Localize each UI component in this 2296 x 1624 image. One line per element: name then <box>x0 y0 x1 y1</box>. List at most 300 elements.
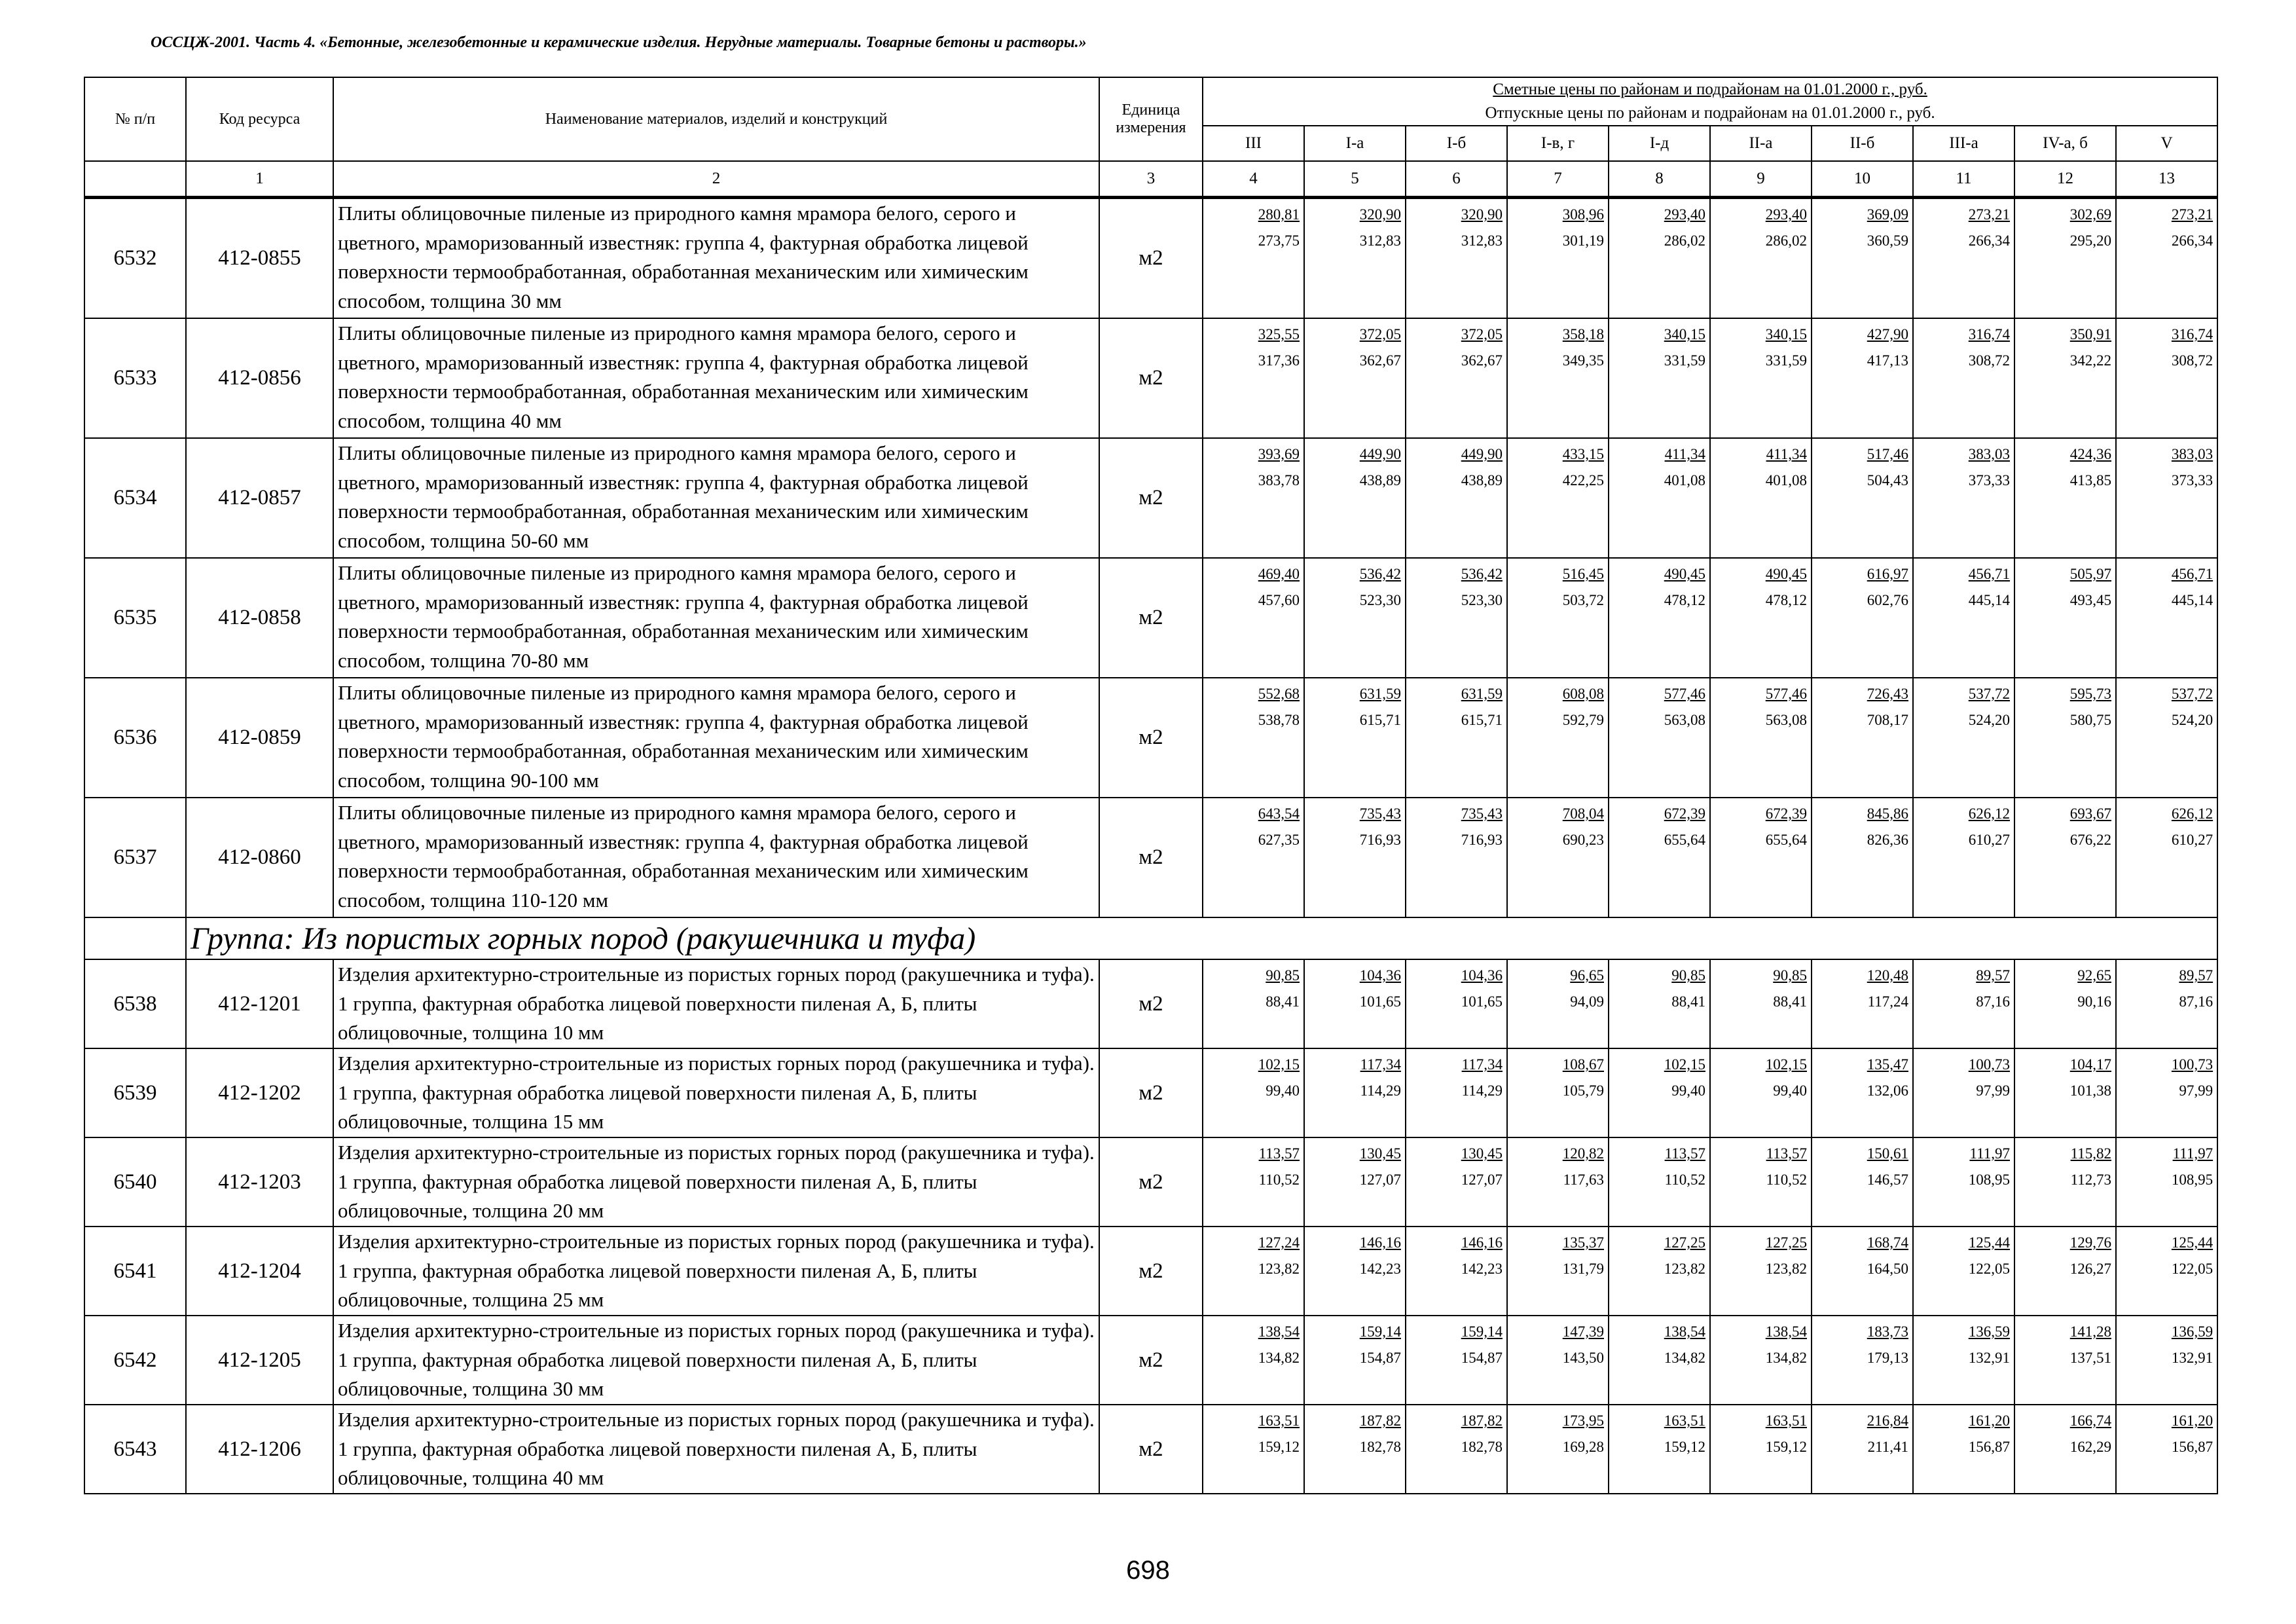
region-header: I-б <box>1406 126 1507 161</box>
price-cell <box>2116 1137 2217 1227</box>
release-price: 655,64 <box>1664 832 1705 848</box>
release-price: 373,33 <box>1968 472 2010 489</box>
estimated-price: 490,45 <box>1765 566 1807 582</box>
unit-of-measure: м2 <box>1099 1048 1203 1137</box>
estimated-price: 433,15 <box>1562 446 1604 462</box>
release-price: 97,99 <box>2179 1082 2214 1099</box>
estimated-price: 708,04 <box>1562 805 1604 822</box>
price-cell <box>1304 1227 1406 1316</box>
estimated-price: 490,45 <box>1664 566 1705 582</box>
header-unit: Единица измерения <box>1099 77 1203 161</box>
estimated-price: 516,45 <box>1562 566 1604 582</box>
estimated-price: 120,82 <box>1562 1145 1604 1162</box>
price-cell <box>1609 678 1710 798</box>
release-price: 110,52 <box>1258 1172 1300 1188</box>
estimated-price: 163,51 <box>1664 1412 1705 1429</box>
release-price: 417,13 <box>1867 352 1908 369</box>
release-price: 676,22 <box>2069 832 2111 848</box>
estimated-price: 183,73 <box>1867 1323 1908 1340</box>
release-price: 132,91 <box>2171 1350 2214 1366</box>
price-cell <box>1203 798 1304 917</box>
estimated-price: 469,40 <box>1258 566 1300 582</box>
release-price: 159,12 <box>1258 1439 1300 1455</box>
price-cell <box>1812 1048 1913 1137</box>
estimated-price: 130,45 <box>1461 1145 1503 1162</box>
price-cell <box>1913 678 2014 798</box>
release-price: 88,41 <box>1773 993 1807 1010</box>
price-cell <box>1304 558 1406 678</box>
estimated-price: 449,90 <box>1461 446 1503 462</box>
group-row-blank <box>84 917 186 959</box>
estimated-price: 127,25 <box>1765 1234 1807 1251</box>
price-cell <box>1710 1227 1812 1316</box>
table-row <box>84 198 2217 319</box>
estimated-price: 102,15 <box>1258 1056 1300 1073</box>
resource-code: 412-1201 <box>186 959 333 1048</box>
price-cell <box>1913 438 2014 558</box>
price-cell <box>1812 1405 1913 1494</box>
price-cell <box>2116 198 2217 319</box>
release-price: 716,93 <box>1359 832 1401 848</box>
material-description: Плиты облицовочные пиленые из природного камня мрамора белого, серого и цветного, мраморизованный известняк: группа 4, фактурная обработка лицевой поверхности термообработанная, обработанная механическим или химическим способом, толщина 110-120 мм <box>333 798 1099 917</box>
price-cell <box>1609 798 1710 917</box>
release-price: 383,78 <box>1258 472 1300 489</box>
row-number: 6532 <box>84 198 186 319</box>
table-row <box>84 1405 2217 1494</box>
release-price: 478,12 <box>1765 592 1807 608</box>
price-cell <box>2116 1227 2217 1316</box>
price-cell <box>2014 438 2116 558</box>
row-number: 6543 <box>84 1405 186 1494</box>
estimated-price: 125,44 <box>2171 1234 2214 1251</box>
price-cell <box>1203 678 1304 798</box>
release-price: 99,40 <box>1266 1082 1300 1099</box>
price-cell <box>1812 959 1913 1048</box>
estimated-price: 320,90 <box>1359 206 1401 223</box>
price-cell <box>2116 1316 2217 1405</box>
price-cell <box>1203 1048 1304 1137</box>
price-cell <box>1710 318 1812 438</box>
estimated-price: 320,90 <box>1461 206 1503 223</box>
price-cell <box>2014 1227 2116 1316</box>
estimated-price: 845,86 <box>1867 805 1908 822</box>
column-number: 6 <box>1406 161 1507 198</box>
estimated-price: 537,72 <box>1968 686 2010 702</box>
price-cell <box>1609 198 1710 319</box>
resource-code: 412-1204 <box>186 1227 333 1316</box>
table-row <box>84 798 2217 917</box>
estimated-price: 150,61 <box>1867 1145 1908 1162</box>
price-cell <box>1406 1048 1507 1137</box>
column-number-blank <box>84 161 186 198</box>
estimated-price: 616,97 <box>1867 566 1908 582</box>
price-cell <box>1507 1316 1609 1405</box>
price-cell <box>1913 959 2014 1048</box>
release-price: 312,83 <box>1359 232 1401 249</box>
price-cell <box>2014 678 2116 798</box>
release-price: 503,72 <box>1562 592 1604 608</box>
price-cell <box>1304 1137 1406 1227</box>
estimated-price: 102,15 <box>1765 1056 1807 1073</box>
price-cell <box>1710 198 1812 319</box>
price-cell <box>1812 798 1913 917</box>
price-cell <box>1304 198 1406 319</box>
column-number: 4 <box>1203 161 1304 198</box>
release-price: 97,99 <box>1976 1082 2010 1099</box>
price-cell <box>1507 438 1609 558</box>
estimated-price: 159,14 <box>1461 1323 1503 1340</box>
estimated-price: 273,21 <box>1968 206 2010 223</box>
document-header: ОССЦЖ-2001. Часть 4. «Бетонные, железобетонные и керамические изделия. Нерудные материалы. Товарные бетоны и растворы.» <box>151 34 1087 51</box>
resource-code: 412-0855 <box>186 198 333 319</box>
price-cell <box>1812 678 1913 798</box>
release-price: 690,23 <box>1562 832 1604 848</box>
estimated-price: 173,95 <box>1562 1412 1604 1429</box>
table-row <box>84 318 2217 438</box>
release-price: 286,02 <box>1765 232 1807 249</box>
estimated-price: 166,74 <box>2069 1412 2111 1429</box>
estimated-price: 135,47 <box>1867 1056 1908 1073</box>
price-cell <box>1609 438 1710 558</box>
release-price: 169,28 <box>1562 1439 1604 1455</box>
release-price: 164,50 <box>1867 1261 1908 1277</box>
release-price: 122,05 <box>1968 1261 2010 1277</box>
price-cell <box>1913 1316 2014 1405</box>
estimated-price: 216,84 <box>1867 1412 1908 1429</box>
price-cell <box>1710 438 1812 558</box>
table-row <box>84 558 2217 678</box>
price-cell <box>1304 1405 1406 1494</box>
release-price: 286,02 <box>1664 232 1705 249</box>
resource-code: 412-0856 <box>186 318 333 438</box>
estimated-price: 135,37 <box>1562 1234 1604 1251</box>
price-cell <box>1203 1137 1304 1227</box>
price-cell <box>1406 959 1507 1048</box>
release-price: 563,08 <box>1664 712 1705 728</box>
release-price: 295,20 <box>2069 232 2111 249</box>
release-price: 317,36 <box>1258 352 1300 369</box>
estimated-price: 577,46 <box>1765 686 1807 702</box>
column-number: 7 <box>1507 161 1609 198</box>
resource-code: 412-0859 <box>186 678 333 798</box>
release-price: 117,24 <box>1867 993 1908 1010</box>
price-cell <box>1304 438 1406 558</box>
release-price: 159,12 <box>1765 1439 1807 1455</box>
release-price: 99,40 <box>1773 1082 1807 1099</box>
column-number: 8 <box>1609 161 1710 198</box>
release-price: 422,25 <box>1562 472 1604 489</box>
estimated-price: 138,54 <box>1765 1323 1807 1340</box>
estimated-price: 325,55 <box>1258 326 1300 342</box>
release-price: 132,91 <box>1968 1350 2010 1366</box>
estimated-price: 456,71 <box>1968 566 2010 582</box>
estimated-price: 90,85 <box>1671 967 1705 984</box>
release-price: 101,65 <box>1461 993 1503 1010</box>
unit-of-measure: м2 <box>1099 318 1203 438</box>
release-price: 362,67 <box>1461 352 1503 369</box>
price-cell <box>1304 959 1406 1048</box>
material-description: Изделия архитектурно-строительные из пористых горных пород (ракушечника и туфа). 1 группа, фактурная обработка лицевой поверхности пиленая А, Б, плиты облицовочные, толщина 15 мм <box>333 1048 1099 1137</box>
price-cell <box>1203 1405 1304 1494</box>
release-price: 142,23 <box>1461 1261 1503 1277</box>
estimated-price: 293,40 <box>1664 206 1705 223</box>
price-cell <box>1913 1227 2014 1316</box>
estimated-price: 163,51 <box>1765 1412 1807 1429</box>
price-cell <box>1406 1137 1507 1227</box>
price-cell <box>1203 558 1304 678</box>
price-cell <box>2116 798 2217 917</box>
release-price: 154,87 <box>1359 1350 1401 1366</box>
material-description: Изделия архитектурно-строительные из пористых горных пород (ракушечника и туфа). 1 группа, фактурная обработка лицевой поверхности пиленая А, Б, плиты облицовочные, толщина 10 мм <box>333 959 1099 1048</box>
estimated-price: 111,97 <box>2172 1145 2214 1162</box>
price-cell <box>1406 318 1507 438</box>
column-number: 13 <box>2116 161 2217 198</box>
price-cell <box>1710 558 1812 678</box>
release-price: 445,14 <box>1968 592 2010 608</box>
estimated-price: 608,08 <box>1562 686 1604 702</box>
price-cell <box>2014 1316 2116 1405</box>
resource-code: 412-1205 <box>186 1316 333 1405</box>
price-cell <box>1507 1227 1609 1316</box>
row-number: 6540 <box>84 1137 186 1227</box>
price-cell <box>2014 798 2116 917</box>
price-cell <box>1812 1227 1913 1316</box>
price-cell <box>1406 1405 1507 1494</box>
release-price: 134,82 <box>1258 1350 1300 1366</box>
price-cell <box>1203 438 1304 558</box>
release-price: 211,41 <box>1867 1439 1908 1455</box>
estimated-price: 536,42 <box>1461 566 1503 582</box>
release-price: 127,07 <box>1359 1172 1401 1188</box>
price-cell <box>1609 1048 1710 1137</box>
unit-of-measure: м2 <box>1099 959 1203 1048</box>
release-price: 123,82 <box>1664 1261 1705 1277</box>
release-price: 266,34 <box>2171 232 2214 249</box>
release-price: 592,79 <box>1562 712 1604 728</box>
release-price: 182,78 <box>1461 1439 1503 1455</box>
price-cell <box>1406 558 1507 678</box>
release-price: 101,38 <box>2069 1082 2111 1099</box>
region-header: IV-а, б <box>2014 126 2116 161</box>
price-cell <box>1507 798 1609 917</box>
release-price: 156,87 <box>2171 1439 2214 1455</box>
release-price: 610,27 <box>1968 832 2010 848</box>
material-description: Плиты облицовочные пиленые из природного камня мрамора белого, серого и цветного, мраморизованный известняк: группа 4, фактурная обработка лицевой поверхности термообработанная, обработанная механическим или химическим способом, толщина 70-80 мм <box>333 558 1099 678</box>
price-cell <box>2116 1048 2217 1137</box>
estimated-price: 643,54 <box>1258 805 1300 822</box>
release-price: 117,63 <box>1563 1172 1604 1188</box>
table-row <box>84 1048 2217 1137</box>
column-number: 3 <box>1099 161 1203 198</box>
price-cell <box>1304 678 1406 798</box>
price-cell <box>1609 1316 1710 1405</box>
estimated-price: 111,97 <box>1969 1145 2010 1162</box>
estimated-price: 159,14 <box>1359 1323 1401 1340</box>
region-header: V <box>2116 126 2217 161</box>
estimated-price: 427,90 <box>1867 326 1908 342</box>
row-number: 6542 <box>84 1316 186 1405</box>
estimated-price: 411,34 <box>1766 446 1807 462</box>
release-price: 134,82 <box>1765 1350 1807 1366</box>
price-cell <box>1812 198 1913 319</box>
release-price: 123,82 <box>1765 1261 1807 1277</box>
release-price: 87,16 <box>2179 993 2214 1010</box>
price-cell <box>1609 318 1710 438</box>
estimated-price: 108,67 <box>1562 1056 1604 1073</box>
price-cell <box>2014 1405 2116 1494</box>
price-cell <box>2014 1048 2116 1137</box>
price-cell <box>2116 438 2217 558</box>
price-cell <box>1913 318 2014 438</box>
release-price: 99,40 <box>1671 1082 1705 1099</box>
release-price: 457,60 <box>1258 592 1300 608</box>
price-cell <box>1406 678 1507 798</box>
estimated-price: 383,03 <box>1968 446 2010 462</box>
estimated-price: 100,73 <box>1968 1056 2010 1073</box>
estimated-price: 130,45 <box>1359 1145 1401 1162</box>
release-price: 126,27 <box>2069 1261 2111 1277</box>
price-cell <box>2116 959 2217 1048</box>
material-description: Изделия архитектурно-строительные из пористых горных пород (ракушечника и туфа). 1 группа, фактурная обработка лицевой поверхности пиленая А, Б, плиты облицовочные, толщина 25 мм <box>333 1227 1099 1316</box>
release-price: 708,17 <box>1867 712 1908 728</box>
estimated-price: 138,54 <box>1258 1323 1300 1340</box>
release-price: 580,75 <box>2069 712 2111 728</box>
release-price: 308,72 <box>1968 352 2010 369</box>
price-cell <box>1203 198 1304 319</box>
estimated-price: 735,43 <box>1359 805 1401 822</box>
estimated-price: 117,34 <box>1360 1056 1401 1073</box>
release-price: 134,82 <box>1664 1350 1705 1366</box>
price-cell <box>1507 1405 1609 1494</box>
price-cell <box>1913 1405 2014 1494</box>
price-cell <box>2014 198 2116 319</box>
price-cell <box>1304 318 1406 438</box>
release-price: 538,78 <box>1258 712 1300 728</box>
release-price: 615,71 <box>1461 712 1503 728</box>
unit-of-measure: м2 <box>1099 558 1203 678</box>
release-price: 142,23 <box>1359 1261 1401 1277</box>
price-cell <box>1913 558 2014 678</box>
price-cell <box>2014 318 2116 438</box>
estimated-price: 358,18 <box>1562 326 1604 342</box>
price-cell <box>1203 1227 1304 1316</box>
release-price: 401,08 <box>1664 472 1705 489</box>
release-price: 301,19 <box>1562 232 1604 249</box>
material-description: Плиты облицовочные пиленые из природного камня мрамора белого, серого и цветного, мраморизованный известняк: группа 4, фактурная обработка лицевой поверхности термообработанная, обработанная механическим или химическим способом, толщина 90-100 мм <box>333 678 1099 798</box>
row-number: 6533 <box>84 318 186 438</box>
release-price: 602,76 <box>1867 592 1908 608</box>
column-number: 1 <box>186 161 333 198</box>
column-number: 9 <box>1710 161 1812 198</box>
price-cell <box>1203 318 1304 438</box>
estimated-price: 90,85 <box>1266 967 1300 984</box>
release-price: 88,41 <box>1266 993 1300 1010</box>
row-number: 6537 <box>84 798 186 917</box>
price-cell <box>1406 1227 1507 1316</box>
price-cell <box>1913 798 2014 917</box>
material-description: Изделия архитектурно-строительные из пористых горных пород (ракушечника и туфа). 1 группа, фактурная обработка лицевой поверхности пиленая А, Б, плиты облицовочные, толщина 20 мм <box>333 1137 1099 1227</box>
release-price: 101,65 <box>1359 993 1401 1010</box>
price-cell <box>1507 318 1609 438</box>
estimated-price: 369,09 <box>1867 206 1908 223</box>
release-price: 154,87 <box>1461 1350 1503 1366</box>
price-cell <box>1304 1048 1406 1137</box>
release-price: 112,73 <box>2070 1172 2111 1188</box>
price-cell <box>1609 1137 1710 1227</box>
region-header: II-б <box>1812 126 1913 161</box>
column-number: 12 <box>2014 161 2116 198</box>
estimated-price: 163,51 <box>1258 1412 1300 1429</box>
release-price: 108,95 <box>1968 1172 2010 1188</box>
estimated-price: 693,67 <box>2069 805 2111 822</box>
price-cell <box>1710 959 1812 1048</box>
release-price: 524,20 <box>2171 712 2214 728</box>
price-cell <box>1812 1316 1913 1405</box>
price-cell <box>2116 318 2217 438</box>
region-header: III-а <box>1913 126 2014 161</box>
estimated-price: 308,96 <box>1562 206 1604 223</box>
price-cell <box>1609 558 1710 678</box>
estimated-price: 113,57 <box>1664 1145 1705 1162</box>
price-cell <box>1304 798 1406 917</box>
price-cell <box>2116 678 2217 798</box>
estimated-price: 90,85 <box>1773 967 1807 984</box>
price-table <box>84 77 2218 1494</box>
resource-code: 412-0858 <box>186 558 333 678</box>
release-price: 826,36 <box>1867 832 1908 848</box>
estimated-price: 393,69 <box>1258 446 1300 462</box>
release-price: 123,82 <box>1258 1261 1300 1277</box>
release-price: 360,59 <box>1867 232 1908 249</box>
region-header: I-в, г <box>1507 126 1609 161</box>
price-cell <box>1507 1048 1609 1137</box>
estimated-price: 595,73 <box>2069 686 2111 702</box>
estimated-price: 96,65 <box>1570 967 1604 984</box>
region-header: II-а <box>1710 126 1812 161</box>
estimated-price: 316,74 <box>1968 326 2010 342</box>
release-price: 524,20 <box>1968 712 2010 728</box>
release-price: 88,41 <box>1671 993 1705 1010</box>
release-price: 655,64 <box>1765 832 1807 848</box>
price-cell <box>1913 1048 2014 1137</box>
estimated-price: 280,81 <box>1258 206 1300 223</box>
estimated-price: 136,59 <box>1968 1323 2010 1340</box>
estimated-price: 552,68 <box>1258 686 1300 702</box>
estimated-price: 372,05 <box>1359 326 1401 342</box>
release-price: 105,79 <box>1562 1082 1604 1099</box>
resource-code: 412-0857 <box>186 438 333 558</box>
price-cell <box>1710 1405 1812 1494</box>
resource-code: 412-0860 <box>186 798 333 917</box>
price-cell <box>2116 1405 2217 1494</box>
release-price: 504,43 <box>1867 472 1908 489</box>
table-row <box>84 678 2217 798</box>
estimated-price: 102,15 <box>1664 1056 1705 1073</box>
table-row <box>84 1137 2217 1227</box>
estimated-price: 168,74 <box>1867 1234 1908 1251</box>
estimated-price: 89,57 <box>1976 967 2010 984</box>
release-price: 445,14 <box>2171 592 2214 608</box>
release-price: 122,05 <box>2171 1261 2214 1277</box>
estimated-price: 120,48 <box>1867 967 1908 984</box>
release-price: 362,67 <box>1359 352 1401 369</box>
release-price: 438,89 <box>1359 472 1401 489</box>
estimated-price: 136,59 <box>2171 1323 2214 1340</box>
material-description: Плиты облицовочные пиленые из природного камня мрамора белого, серого и цветного, мраморизованный известняк: группа 4, фактурная обработка лицевой поверхности термообработанная, обработанная механическим или химическим способом, толщина 40 мм <box>333 318 1099 438</box>
estimated-price: 350,91 <box>2069 326 2111 342</box>
release-price: 127,07 <box>1461 1172 1503 1188</box>
table-row <box>84 1227 2217 1316</box>
